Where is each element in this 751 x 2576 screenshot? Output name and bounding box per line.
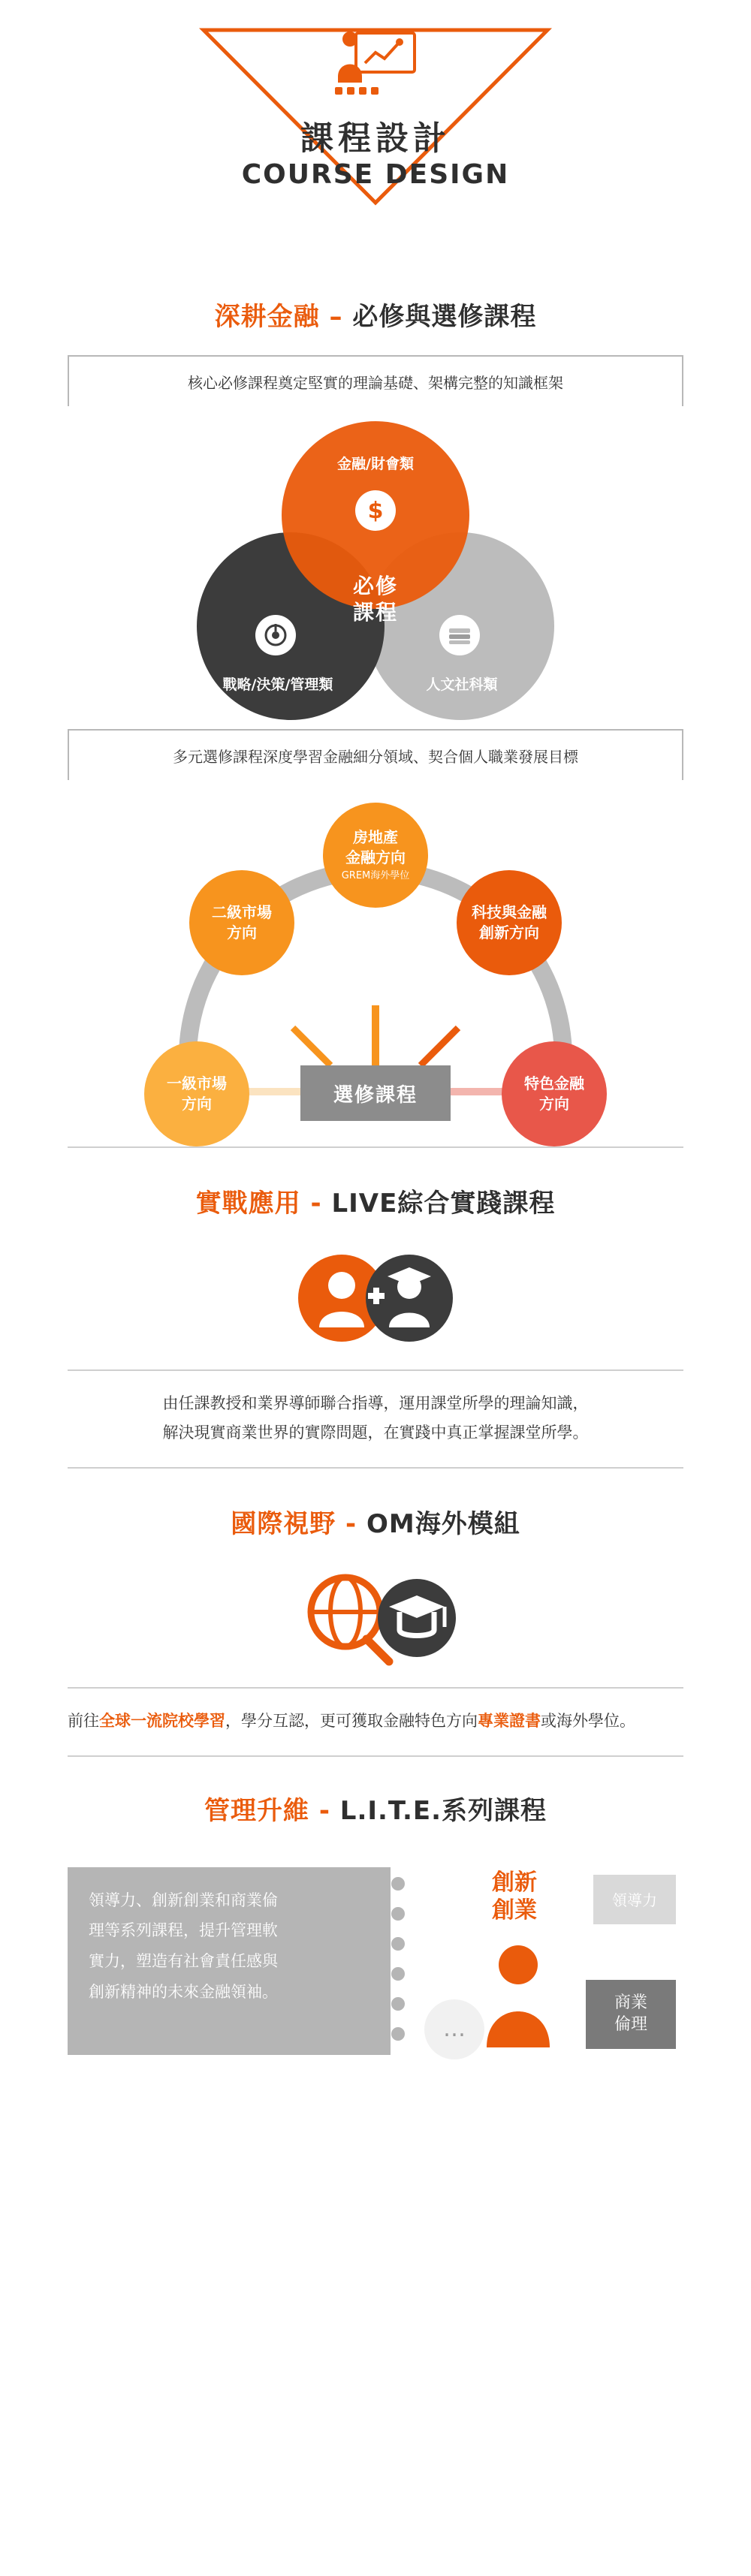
elective-caption: 多元選修課程深度學習金融細分領域、契合個人職業發展目標 xyxy=(68,729,683,780)
elective-node-line2: 創新方向 xyxy=(479,923,539,942)
elective-node-line2: 方向 xyxy=(227,923,257,942)
elective-node-line2: 方向 xyxy=(182,1095,212,1113)
lite-bubble-innovation-line2: 創業 xyxy=(492,1897,537,1924)
venn-center-line2: 課程 xyxy=(352,600,398,625)
live-body-line2: 解決現實商業世界的實際問題，在實踐中真正掌握課堂所學。 xyxy=(162,1423,589,1442)
section-title-required-elective xyxy=(0,296,751,333)
live-body-line1: 由任課教授和業界導師聯合指導，運用課堂所學的理論知識， xyxy=(162,1394,589,1412)
section-title-om xyxy=(0,1503,751,1540)
elective-center-label: 選修課程 xyxy=(300,1065,451,1121)
lite-line-4: 創新精神的未來金融領袖。 xyxy=(89,1983,278,2002)
lite-bubble-ethics-line1: 商業 xyxy=(614,1993,647,2012)
venn-label-strategy: 戰略/決策/管理類 xyxy=(222,676,333,693)
header xyxy=(0,0,751,285)
books-icon xyxy=(439,615,480,655)
elective-node-fintech[interactable] xyxy=(457,870,562,975)
elective-node-line1: 二級市場 xyxy=(212,903,272,921)
section-title-orange: 國際視野 - xyxy=(231,1508,367,1539)
section-title-dark: L.I.T.E.系列課程 xyxy=(339,1795,547,1826)
venn-center-label xyxy=(312,573,439,625)
om-icons xyxy=(0,1565,751,1674)
lite-bubble-innovation-line1: 創新 xyxy=(492,1869,537,1896)
elective-node-line2: 方向 xyxy=(539,1095,569,1113)
section-title-dark: 必修與選修課程 xyxy=(352,302,537,332)
lite-bubble-leadership-label: 領導力 xyxy=(612,1891,657,1910)
live-icons xyxy=(0,1249,751,1350)
lite-bubble-leadership xyxy=(593,1875,676,1924)
section-title-live xyxy=(0,1183,751,1219)
om-body-part-3: 或海外學位。 xyxy=(541,1711,635,1730)
elective-node-line1: 一級市場 xyxy=(167,1074,227,1092)
elective-node-line1: 科技與金融 xyxy=(472,903,547,921)
elective-node-line2: 金融方向 xyxy=(345,848,406,867)
section-title-orange: 深耕金融 – xyxy=(214,302,353,332)
live-body xyxy=(68,1389,683,1448)
page-title-zh: 課程設計 xyxy=(300,119,451,158)
live-icon-group xyxy=(270,1249,481,1347)
lite-line-1: 領導力、創新創業和商業倫 xyxy=(89,1891,278,1909)
presenter-chart-icon xyxy=(330,29,421,104)
elective-node-note: GREM海外學位 xyxy=(341,870,410,882)
lite-line-3: 實力，塑造有社會責任感與 xyxy=(89,1952,278,1971)
elective-node-specialty[interactable] xyxy=(502,1041,607,1146)
om-body-emph-1: 全球一流院校學習 xyxy=(99,1711,225,1730)
lite-bubble-innovation xyxy=(451,1869,578,1925)
lite-line-2: 理等系列課程，提升管理軟 xyxy=(89,1921,278,1940)
section-title-dark: LIVE綜合實踐課程 xyxy=(331,1189,556,1219)
lite-bubble-ethics xyxy=(586,1980,676,2049)
required-venn-diagram xyxy=(0,406,751,729)
page-title-en: COURSE DESIGN xyxy=(241,159,510,190)
elective-wheel-diagram xyxy=(0,780,751,1133)
lite-bubble-ethics-line2: 倫理 xyxy=(614,2014,647,2034)
section-title-lite xyxy=(0,1790,751,1827)
venn-center-line1: 必修 xyxy=(352,574,398,598)
lite-bubble-more: … xyxy=(424,1999,484,2059)
om-body xyxy=(68,1707,683,1736)
elective-node-real-estate[interactable] xyxy=(323,803,428,908)
venn-label-finance: 金融/財會類 xyxy=(337,456,414,472)
om-body-part-1: 前往 xyxy=(68,1711,99,1730)
om-body-emph-2: 專業證書 xyxy=(478,1711,541,1730)
dollar-icon: $ xyxy=(355,490,396,531)
section-title-dark: OM海外模組 xyxy=(366,1508,520,1539)
elective-node-primary-market[interactable] xyxy=(144,1041,249,1146)
elective-node-secondary-market[interactable] xyxy=(189,870,294,975)
section-title-orange: 管理升維 - xyxy=(204,1795,340,1826)
elective-node-line1: 特色金融 xyxy=(524,1074,584,1092)
lite-diagram xyxy=(0,1852,751,2100)
section-title-orange: 實戰應用 - xyxy=(195,1189,332,1219)
venn-label-humanities: 人文社科類 xyxy=(426,676,498,693)
required-caption: 核心必修課程奠定堅實的理論基礎、架構完整的知識框架 xyxy=(68,355,683,406)
target-icon xyxy=(255,615,296,655)
om-icon-group xyxy=(270,1565,481,1671)
elective-node-line1: 房地產 xyxy=(352,828,398,847)
om-body-part-2: ，學分互認，更可獲取金融特色方向 xyxy=(225,1711,478,1730)
